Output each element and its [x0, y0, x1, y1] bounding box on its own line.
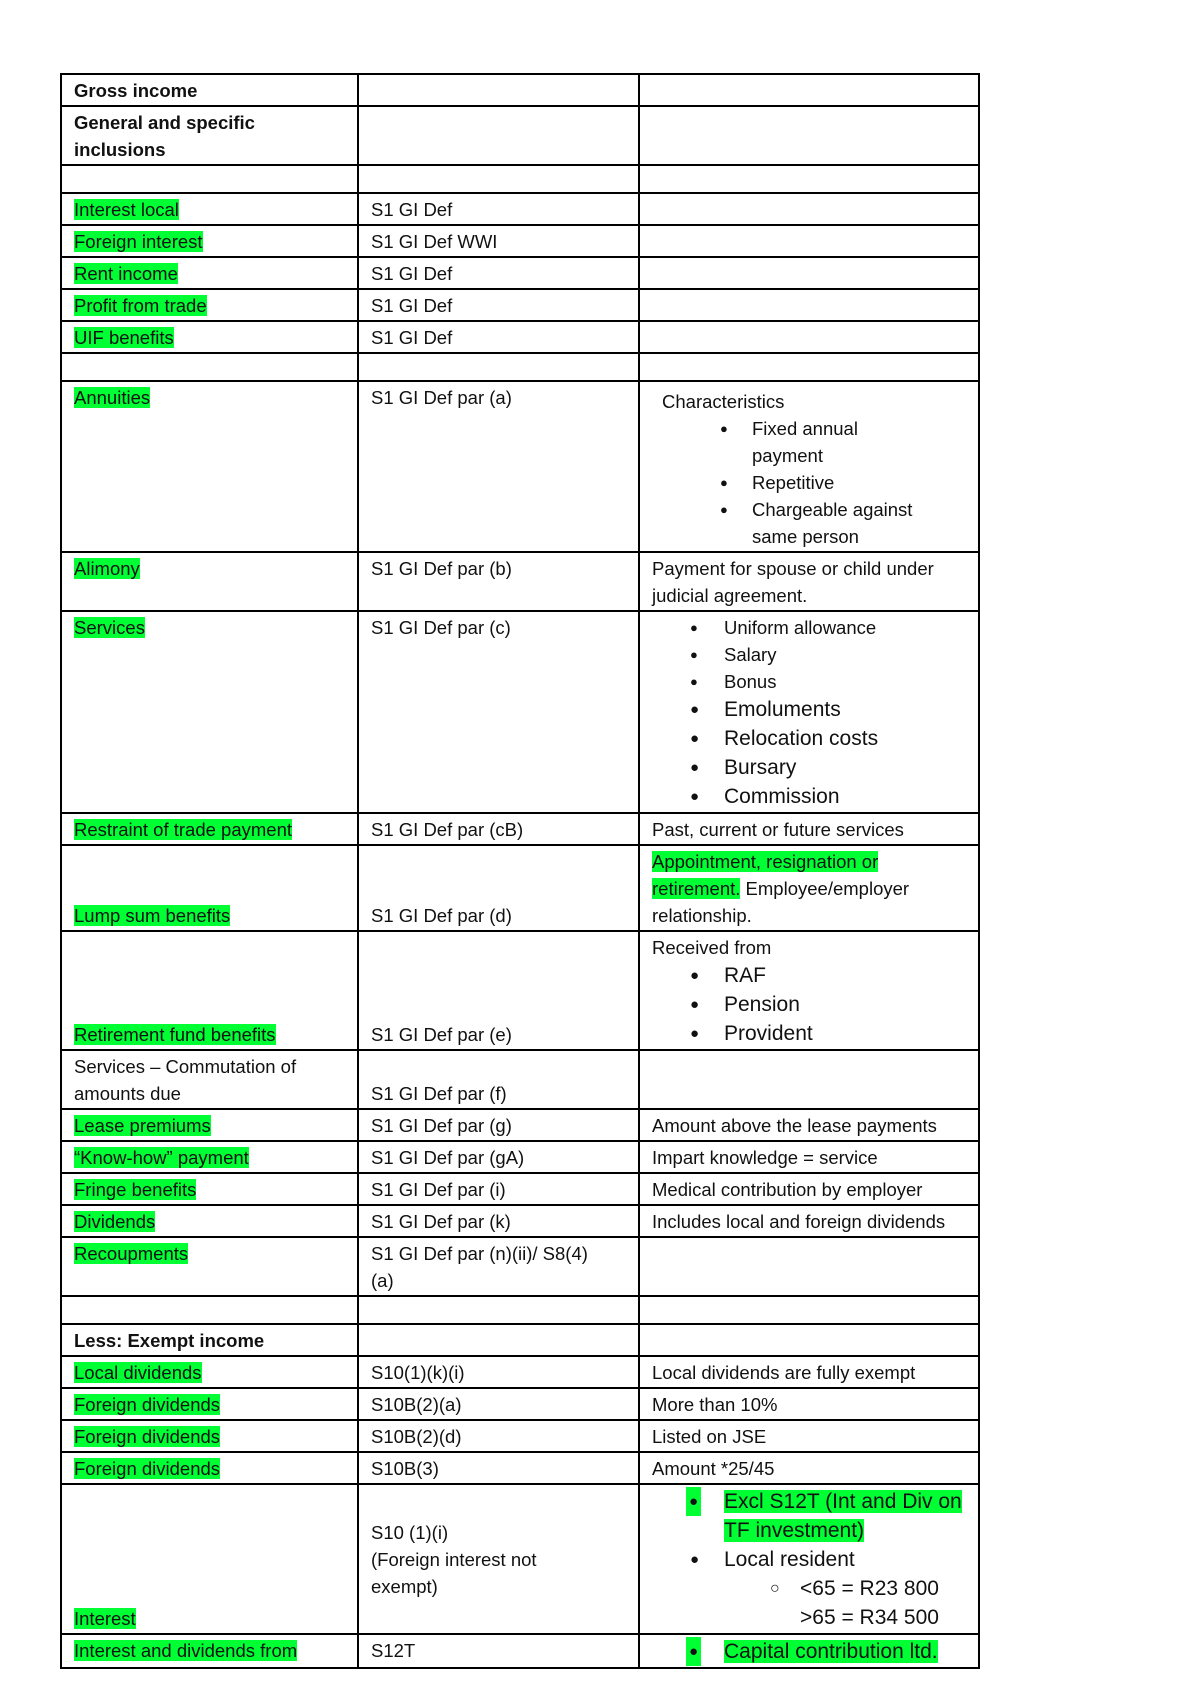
row-ref: S10B(3): [358, 1452, 639, 1484]
list-item: ● Fixed annual payment: [652, 415, 922, 469]
row-ref: S10B(2)(d): [358, 1420, 639, 1452]
row-note: Impart knowledge = service: [639, 1141, 979, 1173]
table-row: [61, 1420, 979, 1452]
table-row: [61, 381, 979, 552]
row-label: Rent income: [74, 263, 178, 284]
list-item: ● Emoluments: [652, 695, 966, 724]
sub-item: ○ <65 = R23 800: [652, 1574, 966, 1603]
list-item: ● Local resident: [652, 1545, 966, 1574]
interest-list: [652, 1487, 966, 1574]
table-row: [61, 1388, 979, 1420]
row-label: Foreign interest: [74, 231, 203, 252]
row-ref-note: (Foreign interest not exempt): [371, 1549, 537, 1597]
table-row: [61, 289, 979, 321]
bullet-icon: ●: [686, 1487, 701, 1516]
row-note: Amount above the lease payments: [639, 1109, 979, 1141]
row-note: Medical contribution by employer: [639, 1173, 979, 1205]
table-row: [61, 321, 979, 353]
row-ref: S1 GI Def par (f): [358, 1050, 639, 1109]
table-row: [61, 1484, 979, 1634]
row-note: Appointment, resignation or retirement. Employee/employer relationship.: [639, 845, 979, 931]
row-label: Alimony: [74, 558, 140, 579]
row-ref: S1 GI Def par (gA): [358, 1141, 639, 1173]
table-row: [61, 1634, 979, 1668]
table-row: [61, 225, 979, 257]
bullet-icon: ●: [686, 1637, 701, 1666]
row-ref: S1 GI Def: [358, 257, 639, 289]
row-ref: S1 GI Def par (cB): [358, 813, 639, 845]
list-item: ● Capital contribution ltd.: [652, 1637, 966, 1666]
list-item: ● Uniform allowance: [652, 614, 966, 641]
table-row: [61, 1141, 979, 1173]
row-label: Lump sum benefits: [74, 905, 231, 926]
row-label: Foreign dividends: [74, 1394, 221, 1415]
list-item: ● Pension: [652, 990, 966, 1019]
list-item: ● Salary: [652, 641, 966, 668]
list-item: ● Bursary: [652, 753, 966, 782]
row-label: Profit from trade: [74, 295, 207, 316]
list-item: ● Chargeable against same person: [652, 496, 932, 550]
list-item: ● Relocation costs: [652, 724, 966, 753]
row-note: Amount *25/45: [639, 1452, 979, 1484]
received-heading: Received from: [652, 937, 772, 958]
row-label: Services – Commutation of amounts due: [61, 1050, 358, 1109]
table-row: [61, 1173, 979, 1205]
header-inclusions: General and specific inclusions: [61, 106, 358, 165]
table-row: [61, 1452, 979, 1484]
row-ref: S1 GI Def par (n)(ii)/ S8(4)(a): [358, 1237, 639, 1296]
table-row: [61, 1205, 979, 1237]
sub-item: >65 = R34 500: [800, 1606, 939, 1629]
list-item: ● Repetitive: [652, 469, 966, 496]
income-table: [60, 73, 980, 1669]
row-note: Past, current or future services: [639, 813, 979, 845]
row-label: Recoupments: [74, 1243, 189, 1264]
row-ref: S10B(2)(a): [358, 1388, 639, 1420]
row-note: Payment for spouse or child under judicial agreement.: [639, 552, 979, 611]
services-list: [652, 614, 966, 811]
row-ref: S12T: [358, 1634, 639, 1668]
row-ref: S1 GI Def: [358, 193, 639, 225]
row-ref: S10 (1)(i): [371, 1522, 449, 1543]
row-ref: S1 GI Def par (a): [358, 381, 639, 552]
row-note: More than 10%: [639, 1388, 979, 1420]
row-label: Dividends: [74, 1211, 156, 1232]
table-row: [61, 193, 979, 225]
row-ref: S1 GI Def par (c): [358, 611, 639, 813]
list-item: ● Commission: [652, 782, 966, 811]
table-row: [61, 1324, 979, 1356]
characteristics-list: [652, 415, 966, 550]
header-exempt-income: Less: Exempt income: [61, 1324, 358, 1356]
list-item: ● RAF: [652, 961, 966, 990]
list-item: ● Bonus: [652, 668, 966, 695]
row-ref: S1 GI Def: [358, 321, 639, 353]
table-row: [61, 552, 979, 611]
row-label: Foreign dividends: [74, 1458, 221, 1479]
table-row: [61, 165, 979, 193]
row-label: Annuities: [74, 387, 151, 408]
row-ref: S1 GI Def par (g): [358, 1109, 639, 1141]
table-row: [61, 611, 979, 813]
row-label: Local dividends: [74, 1362, 202, 1383]
row-label: Lease premiums: [74, 1115, 211, 1136]
list-item: ● Provident: [652, 1019, 966, 1048]
row-ref: S1 GI Def par (e): [358, 931, 639, 1050]
row-ref: S1 GI Def par (d): [358, 845, 639, 931]
list-item: ● Excl S12T (Int and Div on TF investment): [652, 1487, 966, 1545]
table-row: [61, 813, 979, 845]
received-list: [652, 961, 966, 1048]
table-row: [61, 1356, 979, 1388]
table-row: [61, 106, 979, 165]
row-ref: S1 GI Def par (b): [358, 552, 639, 611]
row-label: Retirement fund benefits: [74, 1024, 276, 1045]
header-gross-income: Gross income: [61, 74, 358, 106]
table-row: [61, 257, 979, 289]
row-label: Services: [74, 617, 145, 638]
table-row: [61, 74, 979, 106]
row-ref: S10(1)(k)(i): [358, 1356, 639, 1388]
table-row: [61, 353, 979, 381]
row-label: Fringe benefits: [74, 1179, 197, 1200]
row-label: Interest: [74, 1608, 136, 1629]
table-row: [61, 931, 979, 1050]
table-row: [61, 1109, 979, 1141]
row-label: “Know-how” payment: [74, 1147, 249, 1168]
row-label: Interest and dividends from: [74, 1640, 298, 1661]
row-label: Restraint of trade payment: [74, 819, 292, 840]
table-row: [61, 845, 979, 931]
row-label: UIF benefits: [74, 327, 174, 348]
table-row: [61, 1050, 979, 1109]
row-ref: S1 GI Def WWI: [358, 225, 639, 257]
row-note: Listed on JSE: [639, 1420, 979, 1452]
characteristics-heading: Characteristics: [662, 391, 785, 412]
row-ref: S1 GI Def par (k): [358, 1205, 639, 1237]
row-note: Local dividends are fully exempt: [639, 1356, 979, 1388]
row-note: Includes local and foreign dividends: [639, 1205, 979, 1237]
row-label: Interest local: [74, 199, 179, 220]
row-ref: S1 GI Def: [358, 289, 639, 321]
table-row: [61, 1237, 979, 1296]
circle-bullet-icon: ○: [770, 1580, 780, 1597]
table-row: [61, 1296, 979, 1324]
row-ref: S1 GI Def par (i): [358, 1173, 639, 1205]
row-label: Foreign dividends: [74, 1426, 221, 1447]
